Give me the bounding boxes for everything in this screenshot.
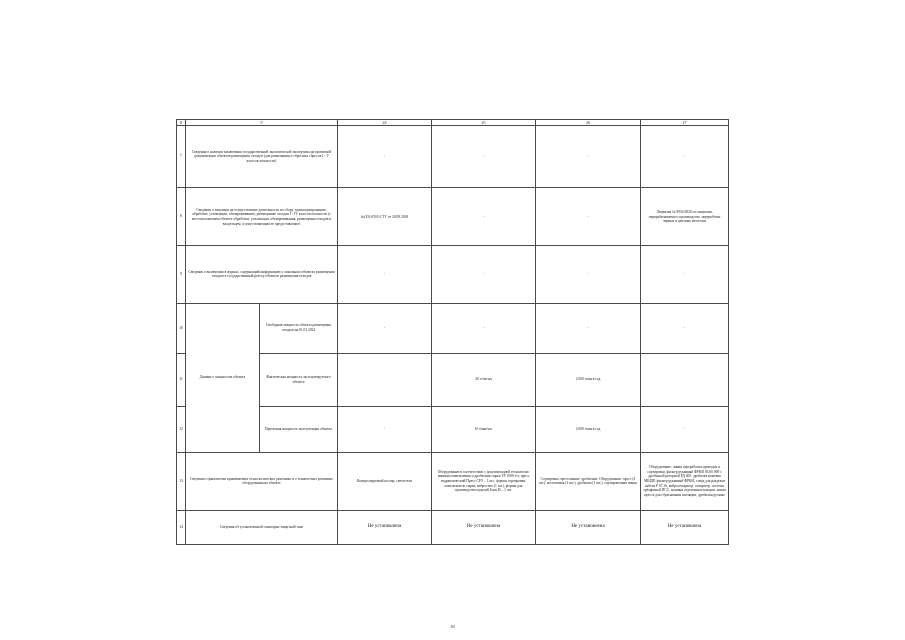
row-number: 12: [177, 406, 186, 452]
cell-col-26: -: [536, 246, 641, 303]
cell-col-24: -: [338, 303, 432, 353]
header-cell: 24: [338, 120, 432, 126]
row-label: Проектная мощность эксплуатации объекта: [260, 406, 338, 452]
header-cell: 26: [536, 120, 641, 126]
cell-col-24: Не установлена: [338, 510, 432, 544]
row-label: Свободная мощность объекта размещения отходов на 01.01.2022: [260, 303, 338, 353]
header-cell: 27: [641, 120, 729, 126]
row-number: 9: [177, 246, 186, 303]
table-row: [177, 303, 729, 353]
row-label: Фактическая мощность эксплуатируемого объекта: [260, 353, 338, 406]
cell-col-27: Лицензия № 9954/2020 по лицензии, перерабатываемого производстве, переработка черных и цветных металлов: [641, 188, 729, 246]
row-number: 13: [177, 452, 186, 510]
cell-col-26: -: [536, 303, 641, 353]
cell-col-27: -: [641, 406, 729, 452]
cell-col-24: -: [338, 406, 432, 452]
cell-col-26: -: [536, 126, 641, 188]
cell-col-24: №(35)-0503-СТУ от 20.09.2018: [338, 188, 432, 246]
cell-col-26: 2 000 тонн в год: [536, 406, 641, 452]
header-cell: 9: [186, 120, 338, 126]
row-label: Сведения об установленной санитарно-защитной зоне: [186, 510, 338, 544]
cell-col-24: Контролируемый костер, смесители: [338, 452, 432, 510]
group-label: Данные о мощностях объекта: [186, 303, 260, 452]
cell-col-26: -: [536, 188, 641, 246]
cell-col-27: -: [641, 303, 729, 353]
cell-col-24: -: [338, 126, 432, 188]
cell-col-25: Не установлена: [432, 510, 536, 544]
page-number: 30: [450, 624, 455, 629]
cell-col-25: 10 тонн/час: [432, 406, 536, 452]
cell-col-26: Не установлена: [536, 510, 641, 544]
row-label: Сведения о лицензии на осуществление деятельности по сбору, транспортированию, обработке, утилизации, обезвреживанию, размещению отходов I - IV классов опасности (с местоположением объекта обработки, утилизации, обезвреживания, размещения отходов и владельцем, осуществляющим ее предоставление): [186, 188, 338, 246]
row-number: 14: [177, 510, 186, 544]
cell-col-25: -: [432, 188, 536, 246]
table-row: [177, 126, 729, 188]
cell-col-26: 2 000 тонн в год: [536, 353, 641, 406]
table-row: [177, 188, 729, 246]
cell-col-25: -: [432, 126, 536, 188]
row-number: 11: [177, 353, 186, 406]
cell-col-25: Оборудование в соответствии с документацией технологии: машины измельчения и дробления сырья ТР 1000 т/ч, пресс гидравлический Пресс СРЭ – 1 шт., формы сортировки, измельчитель сырья, вибросито (1 шт.), формы для производства изделий Блок Н – 1 шт.: [432, 452, 536, 510]
cell-col-26: Сортировка, прессование, дробление. Оборудование: пресс (2 шт.), молотковая (2 шт.), дробилка (1 шт.), сортировочная линия: [536, 452, 641, 510]
row-number: 10: [177, 303, 186, 353]
cell-col-25: 20 т/месяц: [432, 353, 536, 406]
table-row: [177, 353, 729, 406]
row-number: 7: [177, 126, 186, 188]
table-row: [177, 406, 729, 452]
cell-col-24: [338, 353, 432, 406]
row-number: 8: [177, 188, 186, 246]
header-cell: 8: [177, 120, 186, 126]
row-label: Сведения о наличии заключения государственной экологической экспертизы на проектной документации объектов размещения отходов (для размещения и сбросных сбросов I - V классов опасности): [186, 126, 338, 188]
cell-col-27: -: [641, 246, 729, 303]
table-row: [177, 246, 729, 303]
cell-col-25: -: [432, 303, 536, 353]
cell-col-27: Не установлена: [641, 510, 729, 544]
table-row: [177, 510, 729, 544]
row-label: Сведения о фактически применяемых технологических решениях и о технических решениях оборудования на объекте: [186, 452, 338, 510]
header-cell: 25: [432, 120, 536, 126]
cell-col-27: -: [641, 126, 729, 188]
cell-col-27: [641, 353, 729, 406]
row-label: Сведения о включении в журнал, содержащий информацию о локальных объектах размещения отходов в государственный реестр объектов размещения отходов: [186, 246, 338, 303]
cell-col-27: Оборудование: линия переработки проводов и сортировки, фильтр рукавный ФРКИ 03.00.000 с дробилкой роторной РД 400, дробилка ножевая МШДР, фильтр рукавный ФРКИ, стенд для разделки кабеля Р 67.16, вибросепаратор, сепаратор, система трёхфазной ПСС, машина отделения изоляции, линия пресса для сбрасывания изоляции, дробилки ручные: [641, 452, 729, 510]
cell-col-25: -: [432, 246, 536, 303]
table-row: [177, 452, 729, 510]
register-table: [176, 119, 729, 545]
cell-col-24: -: [338, 246, 432, 303]
